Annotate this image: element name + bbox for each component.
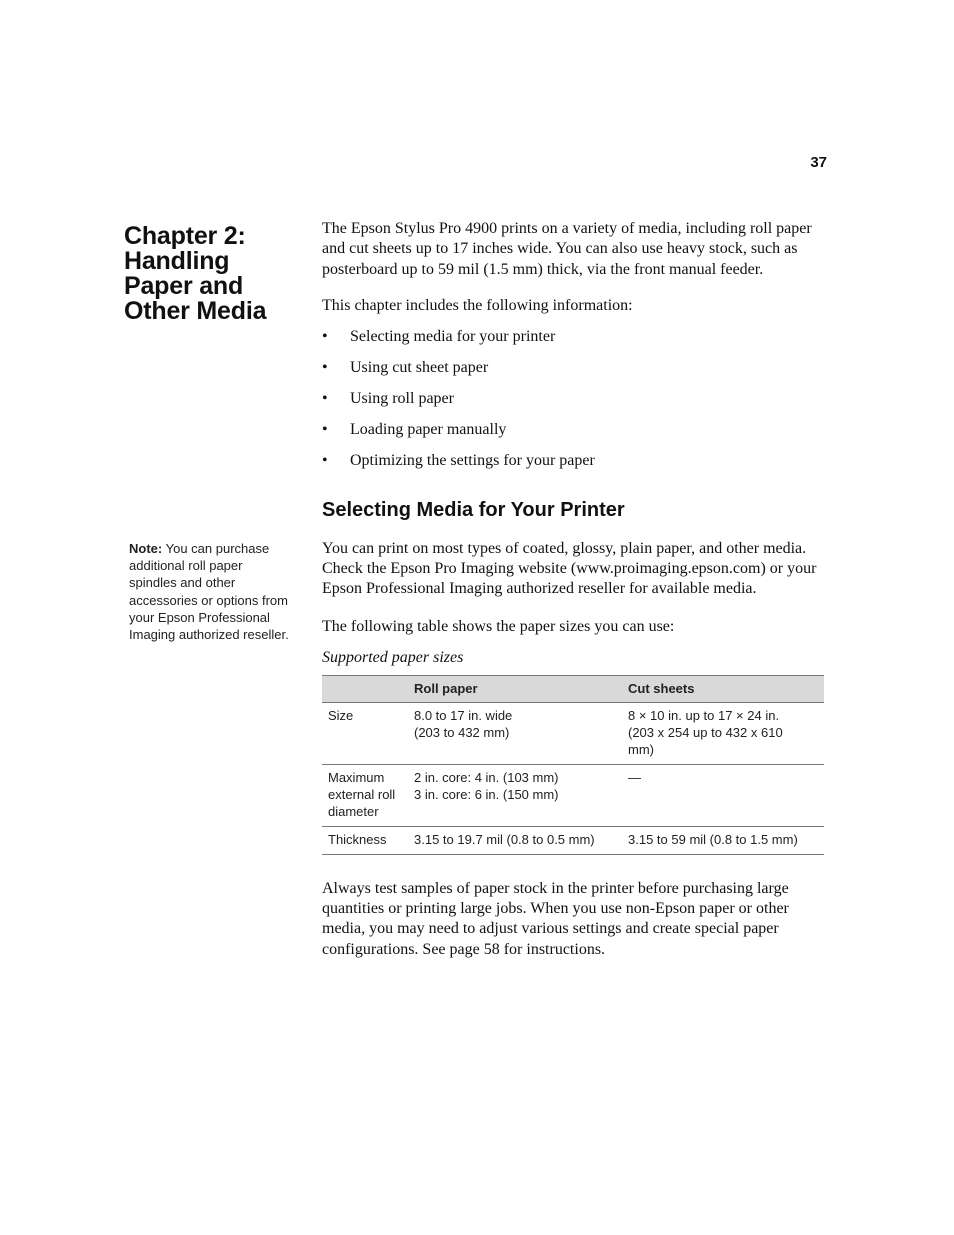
note-text: You can purchase additional roll paper spindles and other accessories or options from your Epson Professional Imaging authorized reseller.: [129, 541, 289, 643]
cell-line: Size: [328, 707, 354, 723]
includes-intro: This chapter includes the following information:: [322, 297, 633, 315]
cell-line: Maximum: [328, 769, 385, 785]
cell-line: 8.0 to 17 in. wide: [414, 707, 513, 723]
list-item-text: Selecting media for your printer: [350, 327, 556, 345]
table-cell: [622, 764, 824, 826]
chapter-title-line: Paper and: [124, 272, 244, 300]
table-header-cell: Roll paper: [408, 675, 622, 702]
table-cell: [408, 764, 622, 826]
table-row: [322, 826, 824, 854]
table-row: [322, 702, 824, 764]
table-header-row: [322, 675, 824, 702]
bullet-icon: •: [322, 389, 328, 407]
intro-paragraph: The Epson Stylus Pro 4900 prints on a variety of media, including roll paper and cut sheets up to 17 inches wide. You can also use heavy stock, such as posterboard up to 59 mil (1.5 mm) thick, via the front manual feeder.: [322, 220, 812, 278]
table-row: [322, 764, 824, 826]
note-label: Note:: [129, 541, 163, 556]
section-heading: Selecting Media for Your Printer: [322, 498, 625, 521]
list-item-text: Using cut sheet paper: [350, 358, 489, 376]
list-item: [322, 357, 825, 388]
list-item: [322, 450, 825, 481]
bullet-icon: •: [322, 358, 328, 376]
cell-line: 3.15 to 59 mil (0.8 to 1.5 mm): [628, 831, 798, 847]
closing-paragraph: Always test samples of paper stock in the printer before purchasing large quantities or printing large jobs. When you use non-Epson paper or other media, you may need to adjust various settings and create special paper configurations. See page 58 for instructions.: [322, 879, 789, 958]
table-cell: [622, 826, 824, 854]
table-cell: [322, 764, 408, 826]
cell-line: (203 x 254 up to 432 x 610: [628, 724, 783, 740]
cell-line: mm): [628, 741, 654, 757]
cell-line: 3.15 to 19.7 mil (0.8 to 0.5 mm): [414, 831, 595, 847]
bullet-icon: •: [322, 420, 328, 438]
list-item-text: Optimizing the settings for your paper: [350, 451, 595, 469]
table-caption: Supported paper sizes: [322, 649, 464, 667]
chapter-title-line: Other Media: [124, 297, 267, 325]
table-cell: [408, 702, 622, 764]
chapter-title: [124, 224, 299, 324]
list-item-text: Loading paper manually: [350, 420, 507, 438]
table-cell: [322, 702, 408, 764]
bullet-icon: •: [322, 327, 328, 345]
page-number: 37: [810, 154, 827, 171]
table-cell: [322, 826, 408, 854]
table-header-cell: [322, 675, 408, 702]
main-content: [322, 219, 825, 960]
table-intro: The following table shows the paper sizes you can use:: [322, 617, 675, 635]
list-item: [322, 419, 825, 450]
table-cell: [408, 826, 622, 854]
cell-line: external roll: [328, 786, 396, 802]
cell-line: diameter: [328, 803, 379, 819]
cell-line: 2 in. core: 4 in. (103 mm): [414, 769, 559, 785]
chapter-title-line: Chapter 2:: [124, 222, 246, 250]
list-item-text: Using roll paper: [350, 389, 454, 407]
section-paragraph: You can print on most types of coated, glossy, plain paper, and other media. Check the Epson Pro Imaging website (www.proimaging.epson.com) or your Epson Professional Imaging authorized reseller for available media.: [322, 539, 817, 598]
cell-line: (203 to 432 mm): [414, 724, 510, 740]
cell-line: Thickness: [328, 831, 387, 847]
list-item: [322, 388, 825, 419]
list-item: [322, 326, 825, 357]
cell-line: 8 × 10 in. up to 17 × 24 in.: [628, 707, 780, 723]
chapter-title-line: Handling: [124, 247, 230, 275]
sidebar-note: [129, 540, 289, 643]
cell-line: —: [628, 769, 641, 785]
bullet-icon: •: [322, 451, 328, 469]
table-header-cell: Cut sheets: [622, 675, 824, 702]
table-cell: [622, 702, 824, 764]
cell-line: 3 in. core: 6 in. (150 mm): [414, 786, 559, 802]
topic-list: [322, 326, 825, 481]
paper-sizes-table: [322, 675, 824, 855]
